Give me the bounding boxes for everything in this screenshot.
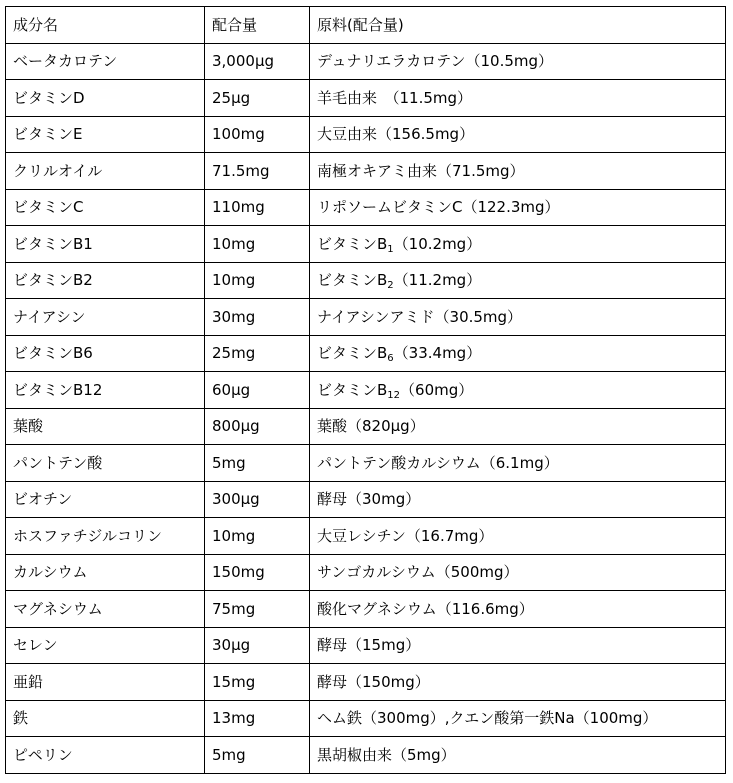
header-ingredient-name: 成分名: [6, 7, 205, 44]
header-source: 原料(配合量): [310, 7, 726, 44]
source-subscript: 2: [387, 280, 394, 292]
source-cell: サンゴカルシウム（500mg）: [310, 554, 726, 591]
ingredient-name-cell: セレン: [6, 627, 205, 664]
table-row: [6, 80, 726, 117]
source-cell: 南極オキアミ由来（71.5mg）: [310, 153, 726, 190]
header-amount: 配合量: [205, 7, 310, 44]
ingredient-name-cell: ビオチン: [6, 481, 205, 518]
ingredient-table: [5, 6, 726, 774]
table-row: [6, 408, 726, 445]
table-row: [6, 591, 726, 628]
amount-cell: 13mg: [205, 700, 310, 737]
ingredient-name-cell: ビタミンB6: [6, 335, 205, 372]
table-row: [6, 372, 726, 409]
table-row: [6, 189, 726, 226]
table-row: [6, 700, 726, 737]
ingredient-name-cell: カルシウム: [6, 554, 205, 591]
source-subscript: 12: [387, 389, 401, 401]
table-body: [6, 43, 726, 773]
amount-cell: 60μg: [205, 372, 310, 409]
ingredient-name-cell: ビタミンD: [6, 80, 205, 117]
ingredient-name-cell: ビタミンB12: [6, 372, 205, 409]
amount-cell: 10mg: [205, 262, 310, 299]
source-cell: [310, 335, 726, 372]
source-cell: 酸化マグネシウム（116.6mg）: [310, 591, 726, 628]
amount-cell: 25μg: [205, 80, 310, 117]
ingredient-name-cell: 亜鉛: [6, 664, 205, 701]
source-cell: [310, 372, 726, 409]
amount-cell: 30mg: [205, 299, 310, 336]
ingredient-name-cell: 葉酸: [6, 408, 205, 445]
amount-cell: 71.5mg: [205, 153, 310, 190]
ingredient-name-cell: 鉄: [6, 700, 205, 737]
amount-cell: 15mg: [205, 664, 310, 701]
table-header-row: [6, 7, 726, 44]
source-amount: （60mg）: [400, 380, 474, 399]
source-text: ビタミンB: [317, 271, 388, 290]
table-row: [6, 627, 726, 664]
ingredient-name-cell: ナイアシン: [6, 299, 205, 336]
source-cell: 羊毛由来 （11.5mg）: [310, 80, 726, 117]
source-text: ビタミンB: [317, 344, 388, 363]
source-cell: 酵母（150mg）: [310, 664, 726, 701]
table-row: [6, 299, 726, 336]
amount-cell: 300μg: [205, 481, 310, 518]
amount-cell: 10mg: [205, 518, 310, 555]
table-row: [6, 43, 726, 80]
ingredient-name-cell: ビタミンE: [6, 116, 205, 153]
source-cell: 酵母（15mg）: [310, 627, 726, 664]
amount-cell: 25mg: [205, 335, 310, 372]
source-text: ビタミンB: [317, 234, 388, 253]
source-amount: （11.2mg）: [393, 271, 482, 290]
source-subscript: 1: [387, 243, 394, 255]
table-row: [6, 262, 726, 299]
amount-cell: 150mg: [205, 554, 310, 591]
ingredient-name-cell: クリルオイル: [6, 153, 205, 190]
table-row: [6, 445, 726, 482]
ingredient-table-container: [5, 6, 726, 774]
ingredient-name-cell: ホスファチジルコリン: [6, 518, 205, 555]
source-cell: [310, 226, 726, 263]
ingredient-name-cell: ビタミンC: [6, 189, 205, 226]
source-amount: （10.2mg）: [393, 234, 482, 253]
table-row: [6, 481, 726, 518]
source-cell: 大豆由来（156.5mg）: [310, 116, 726, 153]
source-amount: （33.4mg）: [393, 344, 482, 363]
table-row: [6, 518, 726, 555]
amount-cell: 800μg: [205, 408, 310, 445]
table-row: [6, 664, 726, 701]
source-text: ビタミンB: [317, 380, 388, 399]
amount-cell: 100mg: [205, 116, 310, 153]
source-cell: 大豆レシチン（16.7mg）: [310, 518, 726, 555]
amount-cell: 75mg: [205, 591, 310, 628]
amount-cell: 3,000μg: [205, 43, 310, 80]
table-row: [6, 554, 726, 591]
source-cell: リポソームビタミンC（122.3mg）: [310, 189, 726, 226]
amount-cell: 30μg: [205, 627, 310, 664]
table-row: [6, 737, 726, 774]
table-row: [6, 226, 726, 263]
ingredient-name-cell: パントテン酸: [6, 445, 205, 482]
table-row: [6, 335, 726, 372]
ingredient-name-cell: ベータカロテン: [6, 43, 205, 80]
source-cell: 黒胡椒由来（5mg）: [310, 737, 726, 774]
source-subscript: 6: [387, 353, 394, 365]
source-cell: 葉酸（820μg）: [310, 408, 726, 445]
table-row: [6, 116, 726, 153]
source-cell: [310, 262, 726, 299]
source-cell: パントテン酸カルシウム（6.1mg）: [310, 445, 726, 482]
table-row: [6, 153, 726, 190]
source-cell: ナイアシンアミド（30.5mg）: [310, 299, 726, 336]
ingredient-name-cell: マグネシウム: [6, 591, 205, 628]
amount-cell: 5mg: [205, 445, 310, 482]
amount-cell: 5mg: [205, 737, 310, 774]
amount-cell: 10mg: [205, 226, 310, 263]
source-cell: 酵母（30mg）: [310, 481, 726, 518]
source-cell: デュナリエラカロテン（10.5mg）: [310, 43, 726, 80]
source-cell: ヘム鉄（300mg）,クエン酸第一鉄Na（100mg）: [310, 700, 726, 737]
amount-cell: 110mg: [205, 189, 310, 226]
ingredient-name-cell: ピペリン: [6, 737, 205, 774]
ingredient-name-cell: ビタミンB1: [6, 226, 205, 263]
ingredient-name-cell: ビタミンB2: [6, 262, 205, 299]
